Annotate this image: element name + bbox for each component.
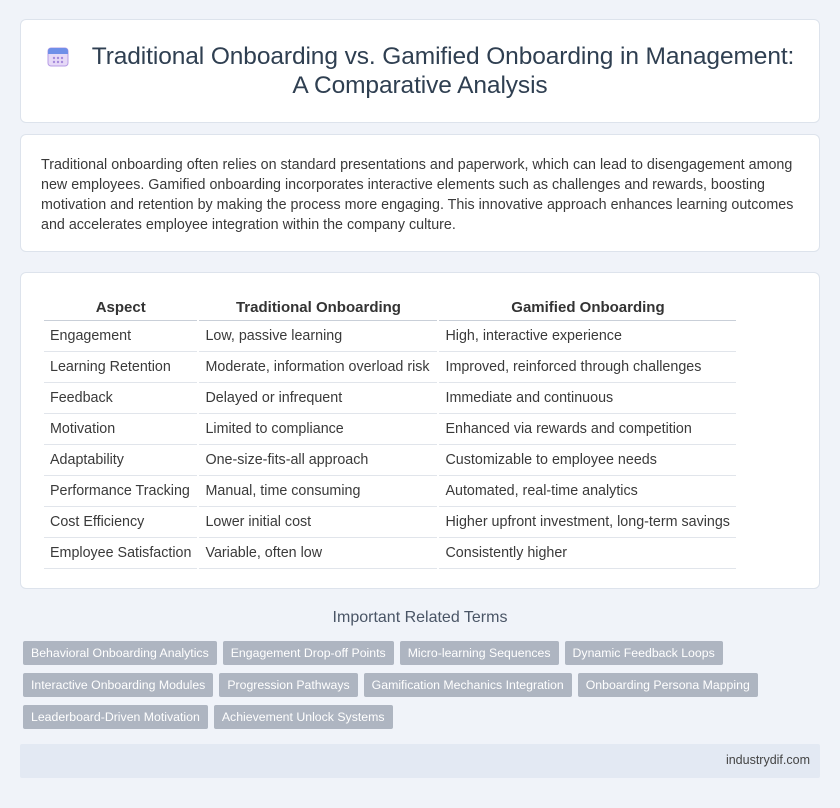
table-row [44, 476, 736, 507]
cell-traditional: Lower initial cost [199, 507, 437, 538]
tag-engagement-drop-off-points[interactable]: Engagement Drop-off Points [223, 641, 394, 665]
title-line-1: Traditional Onboarding vs. Gamified Onboarding in Management: [91, 43, 795, 70]
tag-dynamic-feedback-loops[interactable]: Dynamic Feedback Loops [565, 641, 723, 665]
tag-row [23, 705, 823, 729]
cell-traditional: Moderate, information overload risk [199, 352, 437, 383]
table-row [44, 538, 736, 569]
cell-gamified: Enhanced via rewards and competition [439, 414, 736, 445]
tag-gamification-mechanics-integration[interactable]: Gamification Mechanics Integration [364, 673, 572, 697]
cell-aspect: Adaptability [44, 445, 197, 476]
cell-aspect: Cost Efficiency [44, 507, 197, 538]
table-row [44, 383, 736, 414]
cell-gamified: Customizable to employee needs [439, 445, 736, 476]
table-row [44, 352, 736, 383]
cell-traditional: Delayed or infrequent [199, 383, 437, 414]
tag-leaderboard-driven-motivation[interactable]: Leaderboard-Driven Motivation [23, 705, 208, 729]
tag-micro-learning-sequences[interactable]: Micro-learning Sequences [400, 641, 559, 665]
cell-gamified: Consistently higher [439, 538, 736, 569]
table-row [44, 414, 736, 445]
tag-onboarding-persona-mapping[interactable]: Onboarding Persona Mapping [578, 673, 758, 697]
footer-site-link[interactable]: industrydif.com [725, 753, 810, 767]
tag-progression-pathways[interactable]: Progression Pathways [219, 673, 357, 697]
tag-achievement-unlock-systems[interactable]: Achievement Unlock Systems [214, 705, 393, 729]
cell-aspect: Feedback [44, 383, 197, 414]
cell-gamified: Improved, reinforced through challenges [439, 352, 736, 383]
cell-aspect: Motivation [44, 414, 197, 445]
calendar-icon [46, 44, 70, 68]
table-row [44, 445, 736, 476]
title-wrap [21, 42, 819, 100]
cell-traditional: Manual, time consuming [199, 476, 437, 507]
cell-traditional: Low, passive learning [199, 321, 437, 352]
header-traditional: Traditional Onboarding [199, 295, 437, 321]
tag-row [23, 641, 823, 665]
cell-traditional: Variable, often low [199, 538, 437, 569]
cell-aspect: Learning Retention [44, 352, 197, 383]
tag-interactive-onboarding-modules[interactable]: Interactive Onboarding Modules [23, 673, 213, 697]
cell-aspect: Employee Satisfaction [44, 538, 197, 569]
header-gamified: Gamified Onboarding [439, 295, 736, 321]
related-terms-tags [23, 641, 823, 737]
header-aspect: Aspect [44, 295, 197, 321]
intro-text: Traditional onboarding often relies on standard presentations and paperwork, which can lead to disengagement among new employees. Gamified onboarding incorporates interactive elements such as challenges and rewards, boosting motivation and retention by making the process more engaging. This innovative approach enhances learning outcomes and accelerates employee integration within the company culture. [41, 157, 794, 233]
table-row [44, 321, 736, 352]
intro-card [20, 134, 820, 252]
title-card [20, 19, 820, 123]
related-terms-heading: Important Related Terms [332, 609, 508, 626]
cell-gamified: High, interactive experience [439, 321, 736, 352]
title-line-2: A Comparative Analysis [292, 72, 548, 99]
footer [20, 744, 820, 778]
tag-behavioral-onboarding-analytics[interactable]: Behavioral Onboarding Analytics [23, 641, 217, 665]
cell-traditional: One-size-fits-all approach [199, 445, 437, 476]
cell-gamified: Higher upfront investment, long-term savings [439, 507, 736, 538]
cell-gamified: Immediate and continuous [439, 383, 736, 414]
comparison-card [20, 272, 820, 589]
cell-gamified: Automated, real-time analytics [439, 476, 736, 507]
tag-row [23, 673, 823, 697]
page-title [21, 42, 819, 100]
comparison-table [42, 295, 738, 569]
cell-aspect: Engagement [44, 321, 197, 352]
table-header-row [44, 295, 736, 321]
table-row [44, 507, 736, 538]
cell-aspect: Performance Tracking [44, 476, 197, 507]
cell-traditional: Limited to compliance [199, 414, 437, 445]
